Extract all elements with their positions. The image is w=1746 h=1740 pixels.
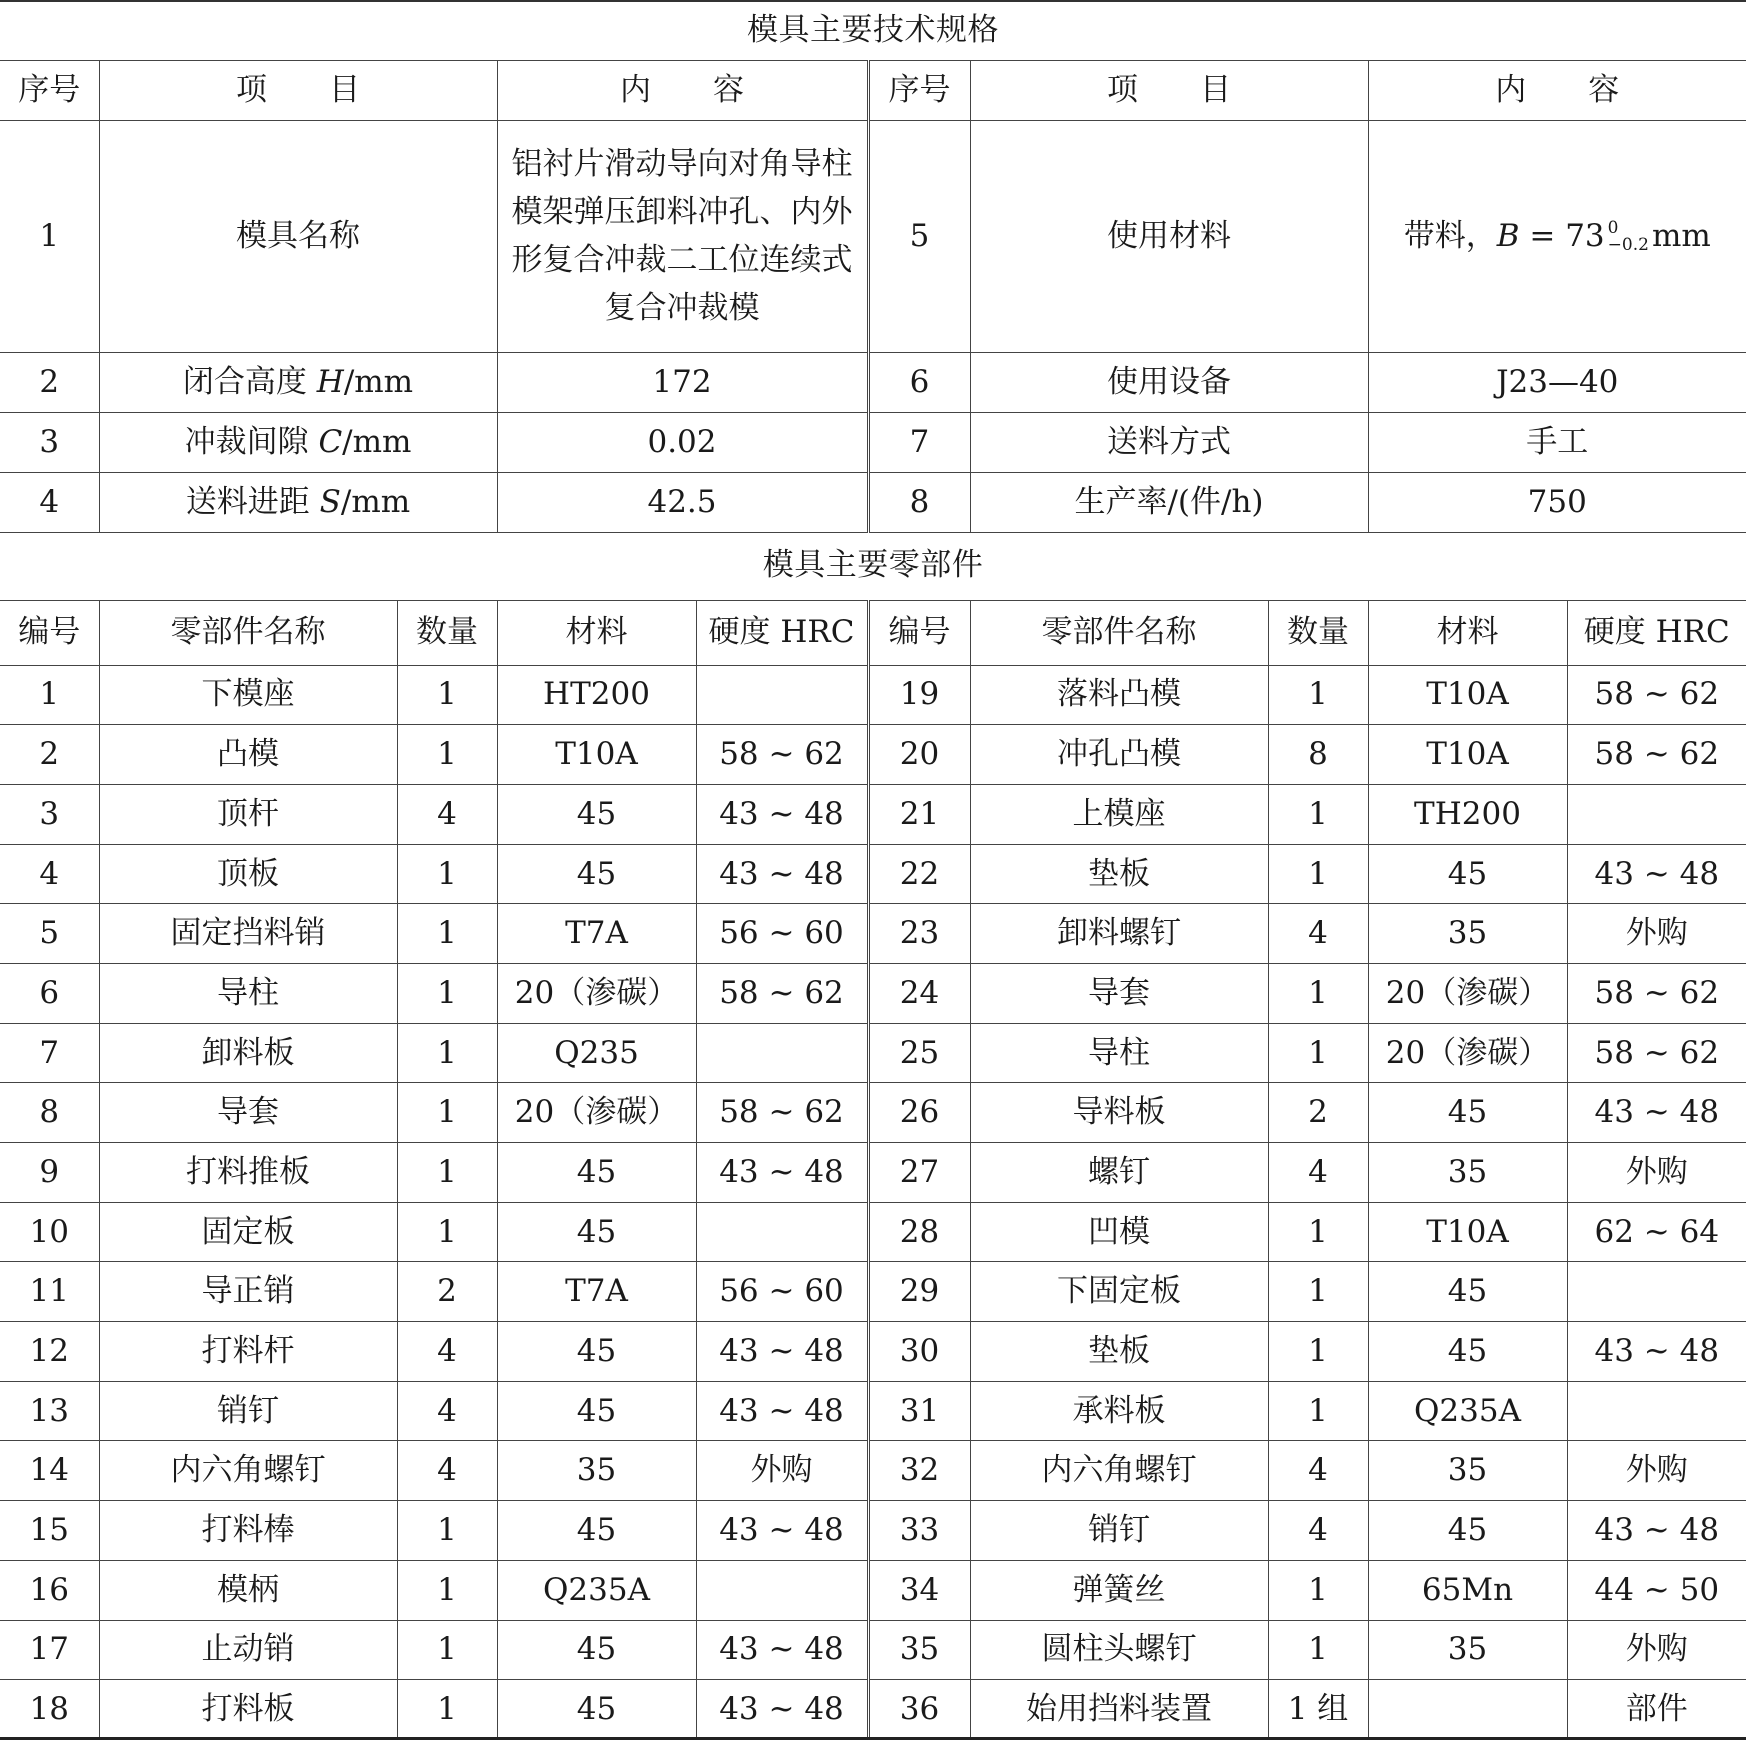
spec-no: 8 xyxy=(868,472,970,532)
part-no: 12 xyxy=(0,1322,99,1382)
part-name: 垫板 xyxy=(970,1322,1268,1382)
part-no: 8 xyxy=(0,1083,99,1143)
part-material: 45 xyxy=(497,1143,696,1203)
item-text: 送料进距 xyxy=(185,483,320,520)
table-row xyxy=(0,1680,1746,1740)
part-no: 19 xyxy=(868,665,970,725)
header-item-left: 项 目 xyxy=(99,60,497,120)
part-name: 冲孔凸模 xyxy=(970,725,1268,785)
part-material: 65Mn xyxy=(1368,1560,1567,1620)
part-material: Q235A xyxy=(1368,1381,1567,1441)
header-no-left: 序号 xyxy=(0,60,99,120)
part-name: 销钉 xyxy=(99,1381,397,1441)
part-material xyxy=(1368,1680,1567,1740)
part-material: T7A xyxy=(497,904,696,964)
part-name: 卸料板 xyxy=(99,1023,397,1083)
part-material: T10A xyxy=(1368,725,1567,785)
part-name: 顶板 xyxy=(99,844,397,904)
spec-row xyxy=(0,472,1746,532)
part-name: 打料杆 xyxy=(99,1322,397,1382)
part-hardness: 43 ~ 48 xyxy=(696,784,868,844)
part-material: T10A xyxy=(1368,1202,1567,1262)
item-unit: /mm xyxy=(342,423,412,460)
part-name: 落料凸模 xyxy=(970,665,1268,725)
part-material: 20（渗碳） xyxy=(1368,963,1567,1023)
part-name: 固定挡料销 xyxy=(99,904,397,964)
part-hardness: 43 ~ 48 xyxy=(1567,1083,1746,1143)
spec-header-row xyxy=(0,60,1746,120)
part-hardness: 43 ~ 48 xyxy=(1567,1501,1746,1561)
part-name: 卸料螺钉 xyxy=(970,904,1268,964)
part-no: 32 xyxy=(868,1441,970,1501)
spec-content: J23—40 xyxy=(1368,352,1746,412)
part-hardness: 43 ~ 48 xyxy=(1567,844,1746,904)
part-hardness: 58 ~ 62 xyxy=(1567,963,1746,1023)
part-qty: 4 xyxy=(1268,1441,1368,1501)
part-name: 凸模 xyxy=(99,725,397,785)
part-no: 34 xyxy=(868,1560,970,1620)
part-material: 45 xyxy=(497,1202,696,1262)
part-no: 21 xyxy=(868,784,970,844)
part-qty: 4 xyxy=(397,1441,497,1501)
part-name: 导套 xyxy=(99,1083,397,1143)
material-var: B xyxy=(1496,217,1520,254)
part-material: T7A xyxy=(497,1262,696,1322)
item-unit: /mm xyxy=(340,483,411,520)
header-item-right: 项 目 xyxy=(970,60,1368,120)
part-name: 圆柱头螺钉 xyxy=(970,1620,1268,1680)
part-name: 顶杆 xyxy=(99,784,397,844)
part-material: 20（渗碳） xyxy=(497,1083,696,1143)
part-name: 打料板 xyxy=(99,1680,397,1740)
part-name: 导柱 xyxy=(99,963,397,1023)
header-material-left: 材料 xyxy=(497,600,696,665)
item-unit: /mm xyxy=(343,363,414,400)
part-qty: 1 xyxy=(397,844,497,904)
part-qty: 1 xyxy=(397,1143,497,1203)
part-material: Q235A xyxy=(497,1560,696,1620)
part-material: 20（渗碳） xyxy=(1368,1023,1567,1083)
part-hardness: 56 ~ 60 xyxy=(696,1262,868,1322)
spec-item: 模具名称 xyxy=(99,120,497,352)
part-material: TH200 xyxy=(1368,784,1567,844)
part-hardness xyxy=(1567,784,1746,844)
part-hardness: 43 ~ 48 xyxy=(696,844,868,904)
part-name: 凹模 xyxy=(970,1202,1268,1262)
part-name: 导正销 xyxy=(99,1262,397,1322)
part-qty: 2 xyxy=(1268,1083,1368,1143)
table-row xyxy=(0,1381,1746,1441)
part-qty: 1 xyxy=(1268,1262,1368,1322)
part-name: 内六角螺钉 xyxy=(970,1441,1268,1501)
part-no: 29 xyxy=(868,1262,970,1322)
spec-no: 5 xyxy=(868,120,970,352)
table-row xyxy=(0,1620,1746,1680)
part-hardness xyxy=(1567,1262,1746,1322)
part-material: 35 xyxy=(1368,1441,1567,1501)
table-row xyxy=(0,1501,1746,1561)
material-unit: mm xyxy=(1651,217,1711,254)
part-qty: 1 xyxy=(1268,844,1368,904)
part-no: 16 xyxy=(0,1560,99,1620)
part-material: 35 xyxy=(1368,1620,1567,1680)
part-no: 36 xyxy=(868,1680,970,1740)
table-row xyxy=(0,1262,1746,1322)
table-row xyxy=(0,1083,1746,1143)
part-qty: 1 xyxy=(1268,1322,1368,1382)
part-qty: 1 xyxy=(397,963,497,1023)
part-material: 45 xyxy=(497,1680,696,1740)
parts-table-title: 模具主要零部件 xyxy=(0,532,1746,600)
part-no: 31 xyxy=(868,1381,970,1441)
part-hardness: 56 ~ 60 xyxy=(696,904,868,964)
part-hardness xyxy=(696,1023,868,1083)
part-no: 26 xyxy=(868,1083,970,1143)
part-qty: 1 xyxy=(397,665,497,725)
part-qty: 4 xyxy=(1268,1143,1368,1203)
part-hardness: 部件 xyxy=(1567,1680,1746,1740)
part-hardness xyxy=(1567,1381,1746,1441)
parts-header-row xyxy=(0,600,1746,665)
part-qty: 1 xyxy=(1268,963,1368,1023)
part-no: 5 xyxy=(0,904,99,964)
part-no: 25 xyxy=(868,1023,970,1083)
part-no: 3 xyxy=(0,784,99,844)
part-no: 33 xyxy=(868,1501,970,1561)
header-content-right: 内 容 xyxy=(1368,60,1746,120)
table-row xyxy=(0,1441,1746,1501)
part-no: 20 xyxy=(868,725,970,785)
header-qty-right: 数量 xyxy=(1268,600,1368,665)
part-hardness: 58 ~ 62 xyxy=(696,725,868,785)
part-hardness: 外购 xyxy=(1567,904,1746,964)
table-row xyxy=(0,665,1746,725)
spec-no: 2 xyxy=(0,352,99,412)
spec-item: 生产率/(件/h) xyxy=(970,472,1368,532)
item-text: 冲裁间隙 xyxy=(184,423,319,460)
part-name: 弹簧丝 xyxy=(970,1560,1268,1620)
part-no: 18 xyxy=(0,1680,99,1740)
part-name: 螺钉 xyxy=(970,1143,1268,1203)
part-hardness: 43 ~ 48 xyxy=(696,1680,868,1740)
part-material: 45 xyxy=(1368,1322,1567,1382)
part-material: 45 xyxy=(1368,1501,1567,1561)
part-qty: 1 xyxy=(1268,784,1368,844)
part-no: 23 xyxy=(868,904,970,964)
part-material: T10A xyxy=(1368,665,1567,725)
part-hardness: 58 ~ 62 xyxy=(696,963,868,1023)
part-name: 打料棒 xyxy=(99,1501,397,1561)
part-material: 45 xyxy=(497,844,696,904)
part-qty: 4 xyxy=(397,1322,497,1382)
part-qty: 1 xyxy=(397,1560,497,1620)
spec-table xyxy=(0,2,1746,533)
part-material: 35 xyxy=(1368,1143,1567,1203)
part-material: 45 xyxy=(497,1381,696,1441)
header-name-left: 零部件名称 xyxy=(99,600,397,665)
part-material: 45 xyxy=(1368,1262,1567,1322)
part-name: 下固定板 xyxy=(970,1262,1268,1322)
part-hardness: 58 ~ 62 xyxy=(1567,725,1746,785)
spec-row xyxy=(0,412,1746,472)
part-qty: 4 xyxy=(397,1381,497,1441)
part-name: 导套 xyxy=(970,963,1268,1023)
part-no: 17 xyxy=(0,1620,99,1680)
part-no: 13 xyxy=(0,1381,99,1441)
part-name: 下模座 xyxy=(99,665,397,725)
header-no-right: 编号 xyxy=(868,600,970,665)
header-no-left: 编号 xyxy=(0,600,99,665)
spec-row xyxy=(0,120,1746,352)
part-no: 14 xyxy=(0,1441,99,1501)
part-hardness: 43 ~ 48 xyxy=(696,1143,868,1203)
part-no: 27 xyxy=(868,1143,970,1203)
part-hardness: 62 ~ 64 xyxy=(1567,1202,1746,1262)
tolerance xyxy=(1608,220,1649,254)
table-row xyxy=(0,1322,1746,1382)
part-name: 上模座 xyxy=(970,784,1268,844)
header-name-right: 零部件名称 xyxy=(970,600,1268,665)
part-material: HT200 xyxy=(497,665,696,725)
part-material: Q235 xyxy=(497,1023,696,1083)
part-name: 内六角螺钉 xyxy=(99,1441,397,1501)
spec-row xyxy=(0,352,1746,412)
spec-content: 172 xyxy=(497,352,868,412)
item-var: H xyxy=(316,363,344,400)
header-hardness-left: 硬度 HRC xyxy=(696,600,868,665)
part-qty: 1 xyxy=(1268,1560,1368,1620)
part-hardness: 44 ~ 50 xyxy=(1567,1560,1746,1620)
part-material: 45 xyxy=(1368,844,1567,904)
part-qty: 1 xyxy=(1268,1023,1368,1083)
spec-item xyxy=(99,352,497,412)
part-qty: 1 xyxy=(397,725,497,785)
part-hardness: 58 ~ 62 xyxy=(1567,1023,1746,1083)
part-hardness: 58 ~ 62 xyxy=(696,1083,868,1143)
parts-table xyxy=(0,532,1746,1740)
part-hardness xyxy=(696,1560,868,1620)
part-qty: 8 xyxy=(1268,725,1368,785)
material-prefix: 带料， xyxy=(1403,217,1497,254)
part-qty: 1 xyxy=(1268,1381,1368,1441)
spec-content: 750 xyxy=(1368,472,1746,532)
part-no: 11 xyxy=(0,1262,99,1322)
spec-no: 7 xyxy=(868,412,970,472)
part-material: 45 xyxy=(497,1322,696,1382)
spec-item: 送料方式 xyxy=(970,412,1368,472)
table-row xyxy=(0,1560,1746,1620)
tolerance-lower: −0.2 xyxy=(1607,235,1649,256)
part-name: 承料板 xyxy=(970,1381,1268,1441)
part-hardness: 43 ~ 48 xyxy=(1567,1322,1746,1382)
header-hardness-right: 硬度 HRC xyxy=(1567,600,1746,665)
table-row xyxy=(0,1143,1746,1203)
table-row xyxy=(0,904,1746,964)
table-row xyxy=(0,963,1746,1023)
part-qty: 1 xyxy=(397,1083,497,1143)
part-name: 导料板 xyxy=(970,1083,1268,1143)
part-no: 7 xyxy=(0,1023,99,1083)
part-name: 模柄 xyxy=(99,1560,397,1620)
spec-content: 铝衬片滑动导向对角导柱模架弹压卸料冲孔、内外形复合冲裁二工位连续式复合冲裁模 xyxy=(497,120,868,352)
spec-item: 使用设备 xyxy=(970,352,1368,412)
part-name: 始用挡料装置 xyxy=(970,1680,1268,1740)
part-name: 止动销 xyxy=(99,1620,397,1680)
part-qty: 4 xyxy=(397,784,497,844)
table-row xyxy=(0,725,1746,785)
spec-item xyxy=(99,472,497,532)
spec-item xyxy=(99,412,497,472)
part-material: 45 xyxy=(1368,1083,1567,1143)
part-name: 导柱 xyxy=(970,1023,1268,1083)
part-material: 20（渗碳） xyxy=(497,963,696,1023)
part-no: 9 xyxy=(0,1143,99,1203)
part-hardness: 43 ~ 48 xyxy=(696,1381,868,1441)
part-hardness: 外购 xyxy=(1567,1620,1746,1680)
part-name: 销钉 xyxy=(970,1501,1268,1561)
part-material: T10A xyxy=(497,725,696,785)
part-no: 10 xyxy=(0,1202,99,1262)
header-material-right: 材料 xyxy=(1368,600,1567,665)
spec-content: 0.02 xyxy=(497,412,868,472)
spec-no: 4 xyxy=(0,472,99,532)
spec-item: 使用材料 xyxy=(970,120,1368,352)
table-row xyxy=(0,1202,1746,1262)
part-no: 28 xyxy=(868,1202,970,1262)
part-name: 固定板 xyxy=(99,1202,397,1262)
header-no-right: 序号 xyxy=(868,60,970,120)
part-name: 垫板 xyxy=(970,844,1268,904)
tolerance-upper: 0 xyxy=(1607,218,1619,239)
part-no: 6 xyxy=(0,963,99,1023)
table-row xyxy=(0,844,1746,904)
item-var: S xyxy=(319,483,341,520)
part-hardness: 43 ~ 48 xyxy=(696,1620,868,1680)
header-content-left: 内 容 xyxy=(497,60,868,120)
part-qty: 1 xyxy=(1268,665,1368,725)
spec-content: 42.5 xyxy=(497,472,868,532)
spec-no: 3 xyxy=(0,412,99,472)
part-no: 4 xyxy=(0,844,99,904)
part-material: 45 xyxy=(497,1501,696,1561)
part-qty: 1 xyxy=(397,1023,497,1083)
part-qty: 1 xyxy=(1268,1202,1368,1262)
table-row xyxy=(0,1023,1746,1083)
part-no: 1 xyxy=(0,665,99,725)
part-material: 45 xyxy=(497,1620,696,1680)
spec-content-material xyxy=(1368,120,1746,352)
part-hardness xyxy=(696,665,868,725)
part-qty: 1 xyxy=(397,1202,497,1262)
part-hardness: 58 ~ 62 xyxy=(1567,665,1746,725)
spec-no: 6 xyxy=(868,352,970,412)
spec-content: 手工 xyxy=(1368,412,1746,472)
spec-no: 1 xyxy=(0,120,99,352)
part-qty: 1 组 xyxy=(1268,1680,1368,1740)
part-no: 30 xyxy=(868,1322,970,1382)
part-qty: 4 xyxy=(1268,904,1368,964)
part-hardness: 外购 xyxy=(1567,1441,1746,1501)
part-qty: 1 xyxy=(1268,1620,1368,1680)
part-qty: 1 xyxy=(397,1680,497,1740)
part-qty: 4 xyxy=(1268,1501,1368,1561)
part-qty: 1 xyxy=(397,904,497,964)
part-no: 15 xyxy=(0,1501,99,1561)
table-row xyxy=(0,784,1746,844)
part-hardness: 43 ~ 48 xyxy=(696,1501,868,1561)
part-no: 22 xyxy=(868,844,970,904)
part-no: 24 xyxy=(868,963,970,1023)
item-var: C xyxy=(318,423,343,460)
part-qty: 1 xyxy=(397,1501,497,1561)
part-material: 35 xyxy=(1368,904,1567,964)
part-qty: 1 xyxy=(397,1620,497,1680)
part-qty: 2 xyxy=(397,1262,497,1322)
part-hardness: 外购 xyxy=(696,1441,868,1501)
part-no: 35 xyxy=(868,1620,970,1680)
part-hardness xyxy=(696,1202,868,1262)
spec-table-title: 模具主要技术规格 xyxy=(0,2,1746,60)
part-hardness: 43 ~ 48 xyxy=(696,1322,868,1382)
part-material: 45 xyxy=(497,784,696,844)
part-hardness: 外购 xyxy=(1567,1143,1746,1203)
part-name: 打料推板 xyxy=(99,1143,397,1203)
part-material: 35 xyxy=(497,1441,696,1501)
material-eq: = 73 xyxy=(1519,217,1605,254)
item-text: 闭合高度 xyxy=(182,363,317,400)
part-no: 2 xyxy=(0,725,99,785)
header-qty-left: 数量 xyxy=(397,600,497,665)
